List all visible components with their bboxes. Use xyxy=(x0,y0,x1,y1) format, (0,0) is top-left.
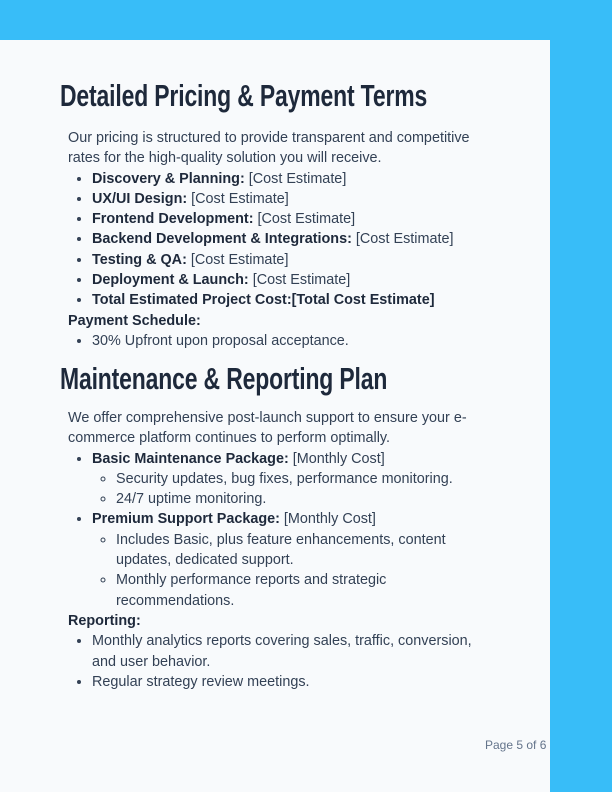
list-item: • 30% Upfront upon proposal acceptance. xyxy=(92,331,498,351)
list-item xyxy=(92,290,498,310)
list-item: • Monthly analytics reports covering sales, traffic, conversion, and user behavior. xyxy=(92,631,498,672)
item-value: [Cost Estimate] xyxy=(187,190,289,207)
page-number: Page 5 of 6 xyxy=(485,738,547,752)
pricing-intro: Our pricing is structured to provide transparent and competitive rates for the high-quality solution you will receive. xyxy=(68,130,470,167)
list-item xyxy=(92,189,498,209)
list-item: ◦ Monthly performance reports and strategic recommendations. xyxy=(116,570,446,611)
list-item: ◦ Security updates, bug fixes, performance monitoring. xyxy=(116,469,498,489)
payment-schedule-label: Payment Schedule: xyxy=(68,312,201,329)
list-item xyxy=(92,509,498,610)
list-item xyxy=(92,209,498,229)
item-value: [Cost Estimate] xyxy=(186,251,289,268)
item-value: [Monthly Cost] xyxy=(279,511,376,528)
reporting-label: Reporting: xyxy=(68,612,141,629)
item-label: Premium Support Package: xyxy=(92,511,280,528)
item-label: Testing & QA: xyxy=(92,251,187,268)
list-item: • Regular strategy review meetings. xyxy=(92,672,498,692)
list-item xyxy=(92,229,498,249)
pricing-section xyxy=(68,128,498,351)
item-value: [Monthly Cost] xyxy=(288,450,385,467)
maintenance-section xyxy=(68,408,498,692)
list-item: ◦ 24/7 uptime monitoring. xyxy=(116,489,498,509)
item-value: [Cost Estimate] xyxy=(244,170,347,187)
section-title-maintenance: Maintenance & Reporting Plan xyxy=(60,361,388,396)
item-label: Frontend Development: xyxy=(92,211,254,228)
document-page xyxy=(0,40,550,792)
list-item xyxy=(92,449,498,510)
list-item xyxy=(92,270,498,290)
item-label: Basic Maintenance Package: xyxy=(92,450,289,467)
item-label: UX/UI Design: xyxy=(92,190,188,207)
total-cost-label: Total Estimated Project Cost:[Total Cost Estimate] xyxy=(92,292,435,309)
list-item xyxy=(92,169,498,189)
section-title-pricing: Detailed Pricing & Payment Terms xyxy=(60,78,428,113)
list-item: ◦ Includes Basic, plus feature enhancements, content updates, dedicated support. xyxy=(116,530,446,571)
package-list xyxy=(68,449,498,611)
item-label: Discovery & Planning: xyxy=(92,170,245,187)
item-value: [Cost Estimate] xyxy=(351,231,454,248)
payment-schedule-list xyxy=(68,331,498,351)
item-label: Deployment & Launch: xyxy=(92,272,249,289)
maintenance-intro: We offer comprehensive post-launch support to ensure your e-commerce platform continues to perform optimally. xyxy=(68,410,467,447)
item-value: [Cost Estimate] xyxy=(253,211,356,228)
item-value: [Cost Estimate] xyxy=(248,272,351,289)
pricing-list xyxy=(68,169,498,311)
list-item xyxy=(92,250,498,270)
reporting-list xyxy=(68,631,498,692)
item-label: Backend Development & Integrations: xyxy=(92,231,352,248)
